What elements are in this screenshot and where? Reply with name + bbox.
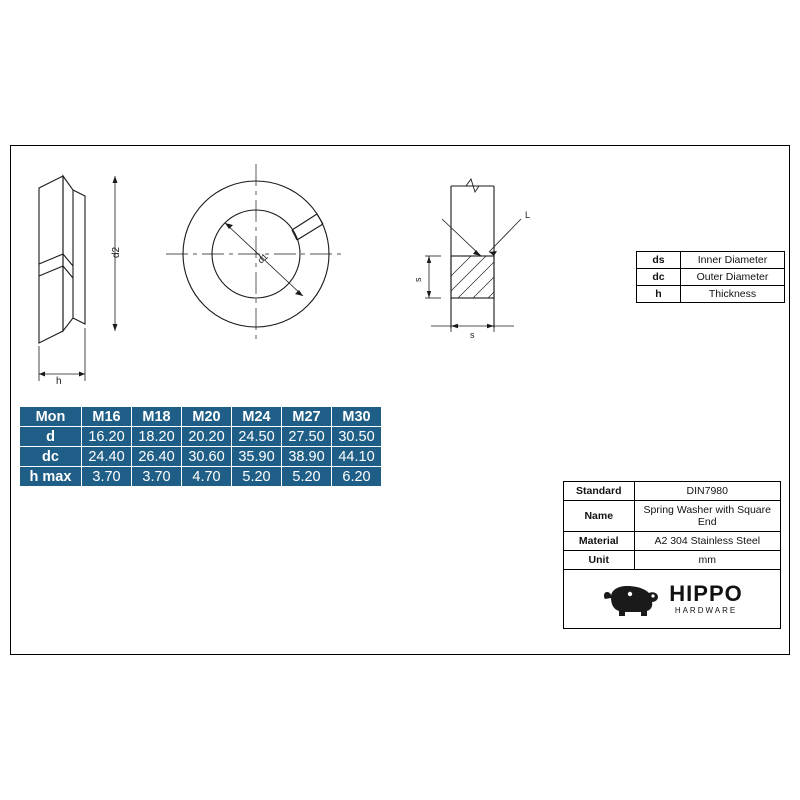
table-cell: 16.20	[82, 427, 132, 447]
legend-row	[637, 252, 785, 269]
label-s-horizontal: s	[470, 330, 475, 340]
legend-row	[637, 269, 785, 286]
logo-tagline: HARDWARE	[674, 606, 738, 615]
table-cell: 44.10	[332, 447, 382, 467]
legend-row	[637, 286, 785, 303]
column-header: M24	[232, 407, 282, 427]
legend-table	[636, 251, 785, 303]
title-block-row	[564, 482, 781, 501]
table-cell: 5.20	[232, 467, 282, 487]
legend-value: Thickness	[681, 286, 785, 303]
column-header: M18	[132, 407, 182, 427]
title-block-label: Unit	[564, 551, 635, 570]
title-block-value: Spring Washer with Square End	[634, 501, 780, 532]
table-cell: 6.20	[332, 467, 382, 487]
table-corner-label: Mon	[20, 407, 82, 427]
drawing-sheet	[10, 145, 790, 655]
column-header: M20	[182, 407, 232, 427]
table-cell: 30.50	[332, 427, 382, 447]
front-view	[166, 164, 346, 344]
table-cell: 30.60	[182, 447, 232, 467]
title-block	[563, 481, 781, 629]
row-header: d	[20, 427, 82, 447]
label-d2: d2	[111, 246, 122, 258]
table-header-row	[20, 407, 382, 427]
table-row	[20, 467, 382, 487]
table-row	[20, 447, 382, 467]
table-cell: 24.40	[82, 447, 132, 467]
table-cell: 35.90	[232, 447, 282, 467]
brand-logo	[564, 570, 781, 629]
hippo-icon	[601, 577, 663, 621]
legend-key: ds	[637, 252, 681, 269]
column-header: M27	[282, 407, 332, 427]
table-cell: 26.40	[132, 447, 182, 467]
label-section-mark: L	[525, 210, 531, 220]
title-block-value: DIN7980	[634, 482, 780, 501]
title-block-row	[564, 501, 781, 532]
table-row	[20, 427, 382, 447]
dimension-table	[19, 406, 382, 487]
column-header: M30	[332, 407, 382, 427]
title-block-row	[564, 532, 781, 551]
title-block-logo-row	[564, 570, 781, 629]
table-cell: 18.20	[132, 427, 182, 447]
table-cell: 24.50	[232, 427, 282, 447]
label-d1: d1	[255, 251, 270, 266]
title-block-label: Standard	[564, 482, 635, 501]
row-header: dc	[20, 447, 82, 467]
table-cell: 4.70	[182, 467, 232, 487]
title-block-value: mm	[634, 551, 780, 570]
legend-value: Outer Diameter	[681, 269, 785, 286]
title-block-label: Name	[564, 501, 635, 532]
title-block-value: A2 304 Stainless Steel	[634, 532, 780, 551]
row-header: h max	[20, 467, 82, 487]
table-cell: 27.50	[282, 427, 332, 447]
label-s-vertical: s	[413, 277, 423, 282]
title-block-row	[564, 551, 781, 570]
side-view	[39, 176, 85, 343]
title-block-label: Material	[564, 532, 635, 551]
label-h: h	[56, 376, 62, 387]
legend-key: dc	[637, 269, 681, 286]
column-header: M16	[82, 407, 132, 427]
section-view	[425, 179, 521, 332]
table-cell: 38.90	[282, 447, 332, 467]
side-view-h-dimension	[39, 328, 85, 381]
table-cell: 3.70	[132, 467, 182, 487]
table-cell: 20.20	[182, 427, 232, 447]
logo-wordmark: HIPPO	[669, 581, 743, 606]
legend-key: h	[637, 286, 681, 303]
table-cell: 5.20	[282, 467, 332, 487]
table-cell: 3.70	[82, 467, 132, 487]
legend-value: Inner Diameter	[681, 252, 785, 269]
